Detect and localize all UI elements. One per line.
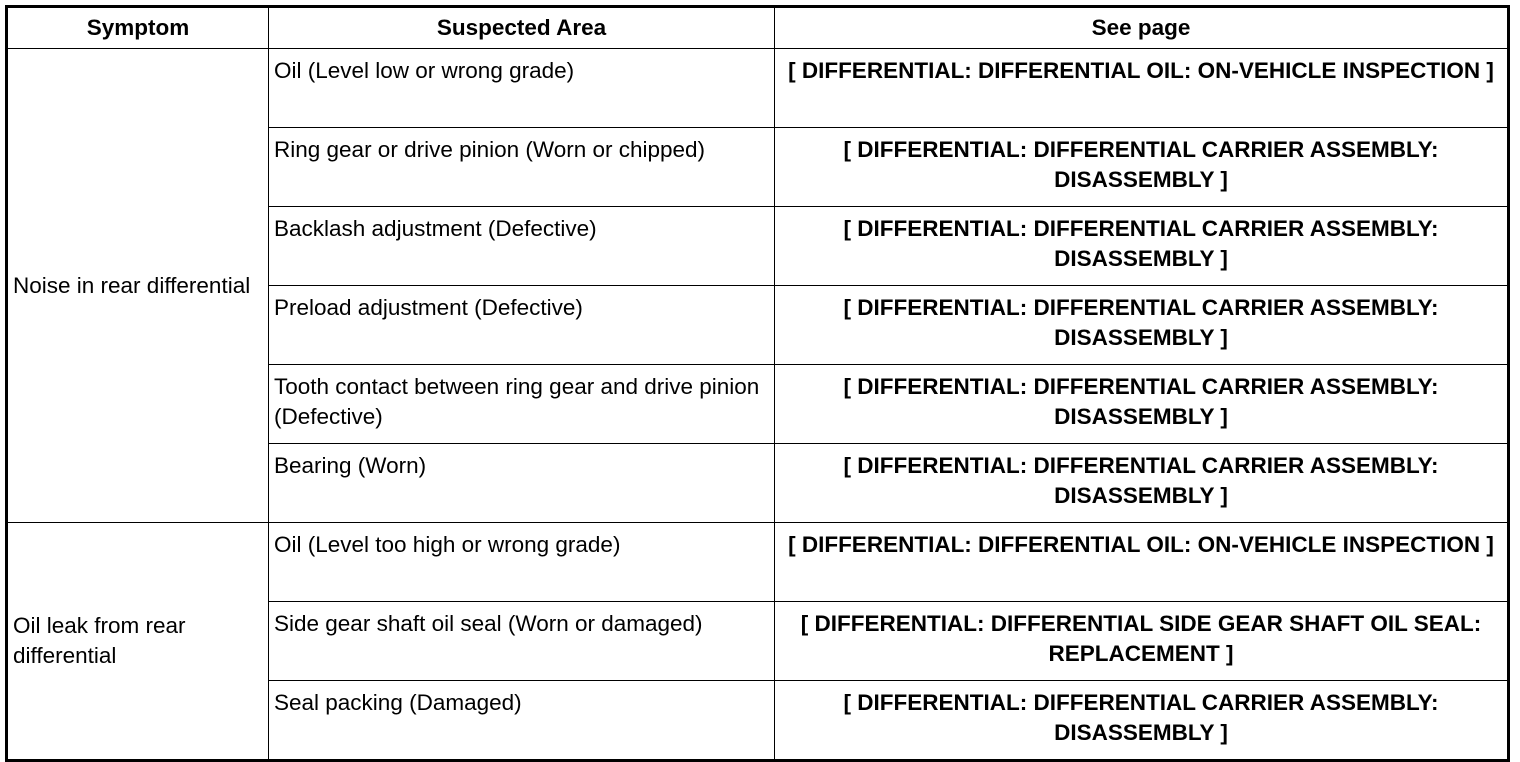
- troubleshooting-table-container: [5, 5, 1507, 745]
- suspected-area-cell: Side gear shaft oil seal (Worn or damaged): [269, 602, 775, 681]
- suspected-area-cell: Oil (Level too high or wrong grade): [269, 523, 775, 602]
- suspected-area-cell: Preload adjustment (Defective): [269, 286, 775, 365]
- see-page-cell: [ DIFFERENTIAL: DIFFERENTIAL CARRIER ASSEMBLY: DISASSEMBLY ]: [775, 365, 1509, 444]
- see-page-cell: [ DIFFERENTIAL: DIFFERENTIAL CARRIER ASSEMBLY: DISASSEMBLY ]: [775, 128, 1509, 207]
- see-page-cell: [ DIFFERENTIAL: DIFFERENTIAL OIL: ON-VEHICLE INSPECTION ]: [775, 523, 1509, 602]
- see-page-cell: [ DIFFERENTIAL: DIFFERENTIAL OIL: ON-VEHICLE INSPECTION ]: [775, 49, 1509, 128]
- suspected-area-cell: Ring gear or drive pinion (Worn or chipped): [269, 128, 775, 207]
- symptom-cell: Noise in rear differential: [7, 49, 269, 523]
- suspected-area-cell: Oil (Level low or wrong grade): [269, 49, 775, 128]
- see-page-cell: [ DIFFERENTIAL: DIFFERENTIAL SIDE GEAR SHAFT OIL SEAL: REPLACEMENT ]: [775, 602, 1509, 681]
- table-row: [7, 523, 1509, 602]
- suspected-area-cell: Bearing (Worn): [269, 444, 775, 523]
- suspected-area-cell: Seal packing (Damaged): [269, 681, 775, 761]
- suspected-area-cell: Backlash adjustment (Defective): [269, 207, 775, 286]
- header-symptom: Symptom: [7, 7, 269, 49]
- see-page-cell: [ DIFFERENTIAL: DIFFERENTIAL CARRIER ASSEMBLY: DISASSEMBLY ]: [775, 681, 1509, 761]
- header-see-page: See page: [775, 7, 1509, 49]
- header-row: [7, 7, 1509, 49]
- symptom-cell: Oil leak from rear differential: [7, 523, 269, 761]
- suspected-area-cell: Tooth contact between ring gear and drive pinion (Defective): [269, 365, 775, 444]
- table-row: [7, 49, 1509, 128]
- header-suspected-area: Suspected Area: [269, 7, 775, 49]
- see-page-cell: [ DIFFERENTIAL: DIFFERENTIAL CARRIER ASSEMBLY: DISASSEMBLY ]: [775, 207, 1509, 286]
- troubleshooting-table: [5, 5, 1510, 762]
- see-page-cell: [ DIFFERENTIAL: DIFFERENTIAL CARRIER ASSEMBLY: DISASSEMBLY ]: [775, 286, 1509, 365]
- see-page-cell: [ DIFFERENTIAL: DIFFERENTIAL CARRIER ASSEMBLY: DISASSEMBLY ]: [775, 444, 1509, 523]
